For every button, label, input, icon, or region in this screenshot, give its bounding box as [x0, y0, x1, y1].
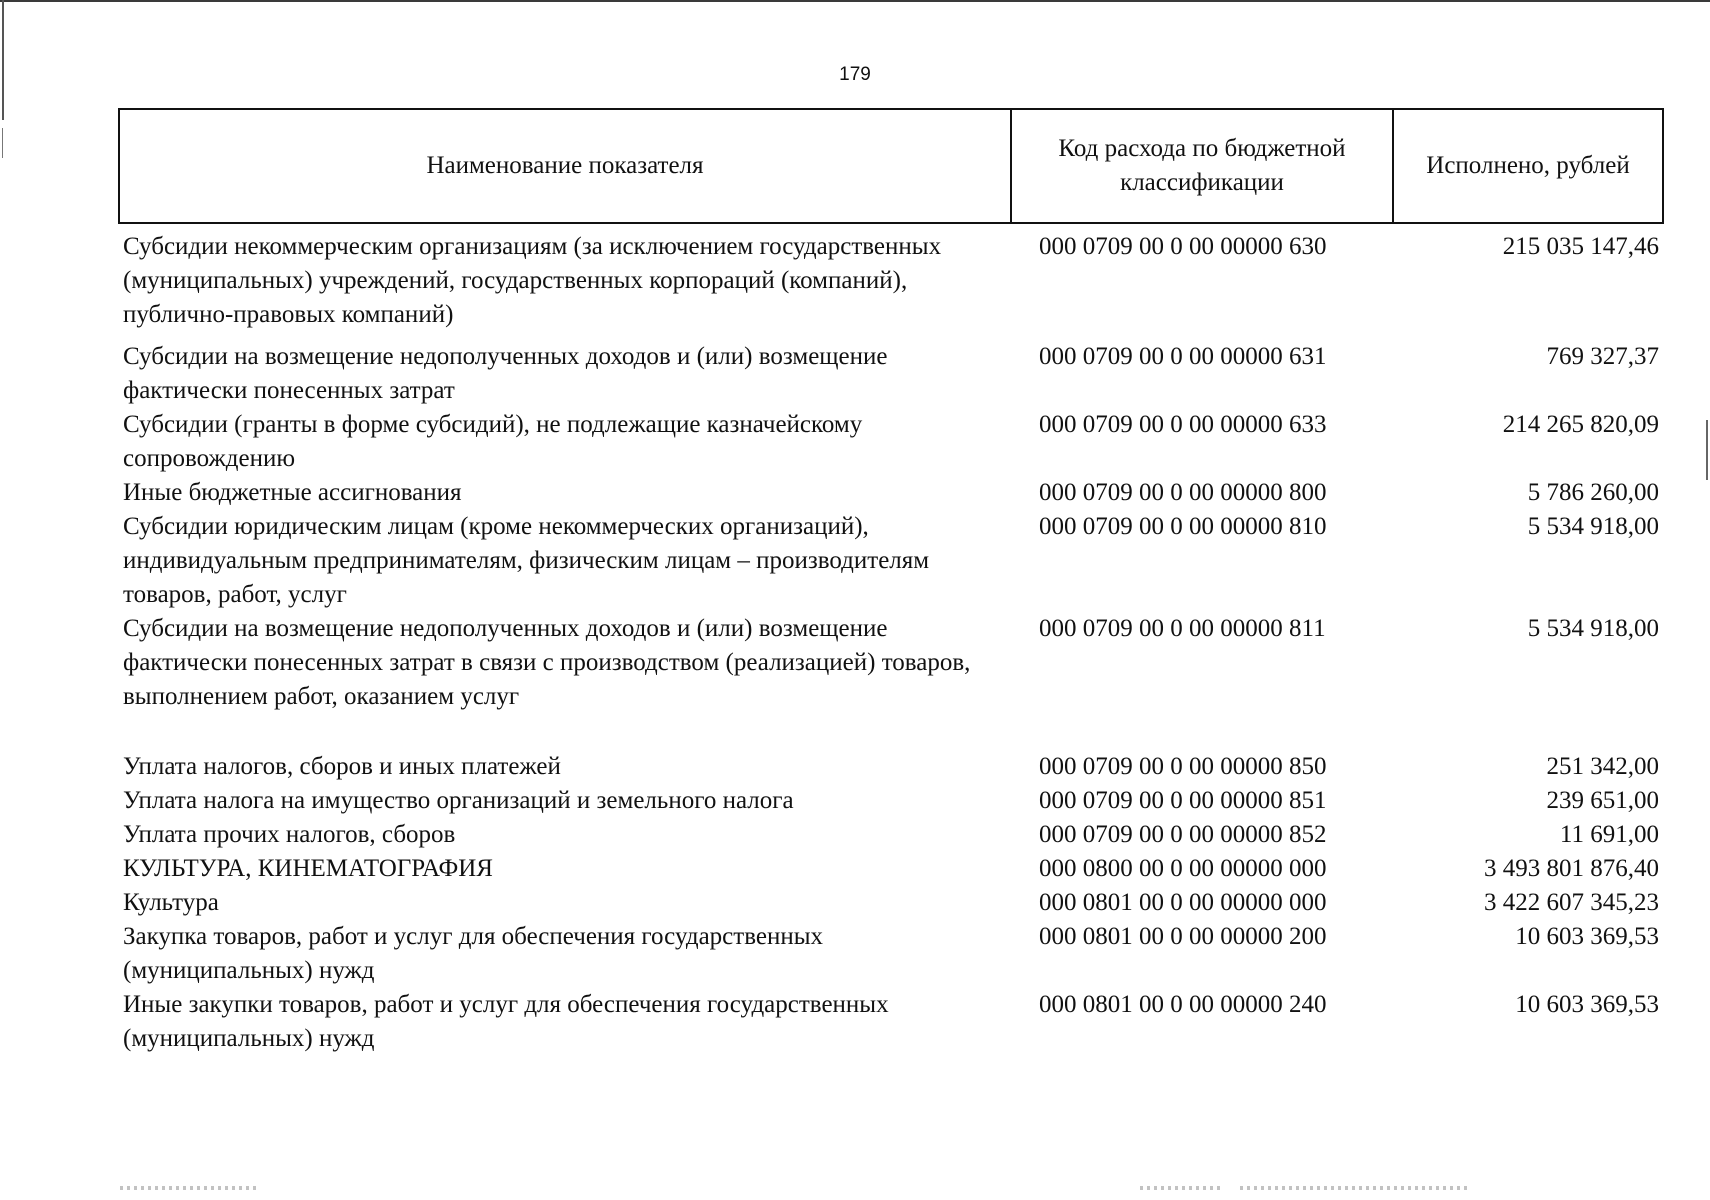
row-amount: 3 493 801 876,40 — [1484, 855, 1659, 882]
row-name: Субсидии на возмещение недополученных доходов и (или) возмещение фактически понесенных затрат в связи с производством (реализацией) товаров, выполнением работ, оказанием услуг — [123, 615, 971, 710]
row-amount: 5 534 918,00 — [1527, 615, 1659, 642]
row-amount: 251 342,00 — [1546, 753, 1659, 780]
row-amount: 3 422 607 345,23 — [1484, 889, 1659, 916]
table-header — [119, 109, 1663, 223]
row-amount: 10 603 369,53 — [1515, 991, 1659, 1018]
scan-edge-right — [1706, 420, 1708, 480]
table-row — [119, 886, 1663, 920]
row-name: Закупка товаров, работ и услуг для обеспечения государственных (муниципальных) нужд — [123, 923, 824, 984]
table-row — [119, 476, 1663, 510]
table-row — [119, 612, 1663, 750]
table-row — [119, 818, 1663, 852]
scan-edge-left — [2, 0, 4, 120]
row-code: 000 0709 00 0 00 00000 851 — [1039, 787, 1327, 814]
table-row — [119, 750, 1663, 784]
row-amount: 215 035 147,46 — [1502, 233, 1659, 260]
row-code: 000 0801 00 0 00 00000 240 — [1039, 991, 1327, 1018]
header-budget-code: Код расхода по бюджетной классификации — [1011, 109, 1393, 223]
row-name: Культура — [123, 889, 219, 916]
row-code: 000 0800 00 0 00 00000 000 — [1039, 855, 1327, 882]
scan-noise-mid — [1140, 1186, 1220, 1190]
row-name: Уплата прочих налогов, сборов — [123, 821, 456, 848]
row-amount: 769 327,37 — [1546, 343, 1659, 370]
row-name: Иные закупки товаров, работ и услуг для обеспечения государственных (муниципальных) нужд — [123, 991, 889, 1052]
scan-edge-left-fragment — [2, 128, 3, 158]
row-name: Субсидии некоммерческим организациям (за исключением государственных (муниципальных) учреждений, государственных корпораций (компаний), публично-правовых компаний) — [123, 233, 942, 328]
row-code: 000 0801 00 0 00 00000 200 — [1039, 923, 1327, 950]
row-code: 000 0709 00 0 00 00000 811 — [1039, 615, 1326, 642]
table-row — [119, 408, 1663, 476]
row-amount: 11 691,00 — [1559, 821, 1659, 848]
row-code: 000 0801 00 0 00 00000 000 — [1039, 889, 1327, 916]
row-name: Субсидии юридическим лицам (кроме некоммерческих организаций), индивидуальным предпринимателям, физическим лицам – производителям товаров, работ, услуг — [123, 513, 930, 608]
table-row — [119, 784, 1663, 818]
table-row — [119, 340, 1663, 408]
table-row — [119, 223, 1663, 340]
row-amount: 214 265 820,09 — [1502, 411, 1659, 438]
scan-noise-right — [1240, 1186, 1470, 1190]
row-name: Субсидии на возмещение недополученных доходов и (или) возмещение фактически понесенных затрат — [123, 343, 888, 404]
row-code: 000 0709 00 0 00 00000 850 — [1039, 753, 1327, 780]
row-amount: 239 651,00 — [1546, 787, 1659, 814]
header-executed-amount: Исполнено, рублей — [1393, 109, 1663, 223]
row-amount: 10 603 369,53 — [1515, 923, 1659, 950]
table-row — [119, 920, 1663, 988]
row-amount: 5 534 918,00 — [1527, 513, 1659, 540]
row-code: 000 0709 00 0 00 00000 852 — [1039, 821, 1327, 848]
row-name: Иные бюджетные ассигнования — [123, 479, 462, 506]
table-row — [119, 852, 1663, 886]
table-row — [119, 988, 1663, 1056]
row-name: Уплата налога на имущество организаций и земельного налога — [123, 787, 794, 814]
row-code: 000 0709 00 0 00 00000 630 — [1039, 233, 1327, 260]
budget-execution-table — [118, 108, 1664, 1056]
row-code: 000 0709 00 0 00 00000 631 — [1039, 343, 1327, 370]
scan-edge-top — [0, 0, 1710, 2]
page-number: 179 — [839, 64, 871, 85]
table-body — [119, 223, 1663, 1056]
row-amount: 5 786 260,00 — [1527, 479, 1659, 506]
scan-noise-left — [120, 1186, 260, 1190]
row-name: КУЛЬТУРА, КИНЕМАТОГРАФИЯ — [123, 855, 493, 882]
row-code: 000 0709 00 0 00 00000 800 — [1039, 479, 1327, 506]
row-code: 000 0709 00 0 00 00000 810 — [1039, 513, 1327, 540]
table-header-row — [119, 109, 1663, 223]
header-indicator-name: Наименование показателя — [119, 109, 1011, 223]
table-row — [119, 510, 1663, 612]
row-name: Уплата налогов, сборов и иных платежей — [123, 753, 561, 780]
row-code: 000 0709 00 0 00 00000 633 — [1039, 411, 1327, 438]
row-name: Субсидии (гранты в форме субсидий), не подлежащие казначейскому сопровождению — [123, 411, 863, 472]
